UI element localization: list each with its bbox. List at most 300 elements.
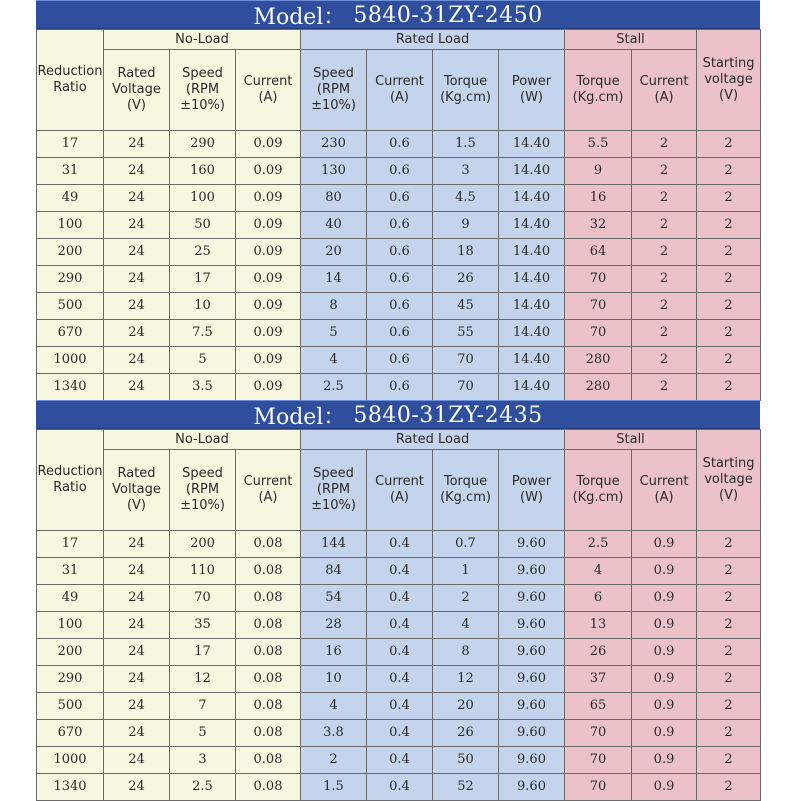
cell-stall-current: 2 xyxy=(632,158,697,185)
cell-rated-voltage: 24 xyxy=(104,747,170,774)
header-noload-col-label: Speed (RPM ±10%) xyxy=(180,66,225,113)
cell-rated-power: 9.60 xyxy=(499,774,565,801)
cell-rated-torque: 70 xyxy=(433,374,499,401)
cell-rated-torque: 4 xyxy=(433,612,499,639)
header-rated-col xyxy=(499,450,565,531)
cell-rated-current: 0.4 xyxy=(367,612,433,639)
cell-reduction-ratio: 49 xyxy=(37,585,104,612)
cell-rated-power: 14.40 xyxy=(499,185,565,212)
header-group-rated xyxy=(301,30,565,50)
header-noload-col-label: Rated Voltage (V) xyxy=(112,66,161,113)
table-row xyxy=(37,131,761,158)
table-row xyxy=(37,320,761,347)
cell-noload-speed: 7 xyxy=(170,693,236,720)
cell-rated-torque: 20 xyxy=(433,693,499,720)
cell-noload-speed: 160 xyxy=(170,158,236,185)
cell-rated-power: 9.60 xyxy=(499,666,565,693)
cell-stall-current: 0.9 xyxy=(632,612,697,639)
model-prefix: Model： xyxy=(253,5,346,30)
header-rated-col-label: Torque (Kg.cm) xyxy=(440,74,491,105)
cell-starting-voltage: 2 xyxy=(697,374,761,401)
cell-starting-voltage: 2 xyxy=(697,693,761,720)
cell-reduction-ratio: 1000 xyxy=(37,347,104,374)
cell-rated-speed: 54 xyxy=(301,585,367,612)
cell-noload-current: 0.08 xyxy=(236,774,301,801)
cell-noload-current: 0.09 xyxy=(236,320,301,347)
cell-rated-voltage: 24 xyxy=(104,239,170,266)
cell-rated-speed: 14 xyxy=(301,266,367,293)
cell-rated-voltage: 24 xyxy=(104,639,170,666)
header-group-rated xyxy=(301,430,565,450)
cell-starting-voltage: 2 xyxy=(697,666,761,693)
model-number: 5840-31ZY-2450 xyxy=(353,3,543,28)
cell-noload-current: 0.09 xyxy=(236,158,301,185)
cell-stall-torque: 70 xyxy=(565,320,632,347)
cell-noload-current: 0.09 xyxy=(236,266,301,293)
cell-noload-speed: 70 xyxy=(170,585,236,612)
header-rated-col xyxy=(433,450,499,531)
cell-rated-speed: 80 xyxy=(301,185,367,212)
header-noload-col xyxy=(170,450,236,531)
cell-reduction-ratio: 200 xyxy=(37,239,104,266)
header-noload-col-label: Rated Voltage (V) xyxy=(112,466,161,513)
cell-rated-voltage: 24 xyxy=(104,612,170,639)
model-table-1 xyxy=(0,0,800,400)
cell-rated-current: 0.6 xyxy=(367,212,433,239)
header-stall-col-label: Current (A) xyxy=(639,474,689,505)
cell-stall-torque: 70 xyxy=(565,720,632,747)
header-rated-col xyxy=(433,50,499,131)
cell-noload-current: 0.08 xyxy=(236,585,301,612)
cell-noload-speed: 12 xyxy=(170,666,236,693)
cell-rated-speed: 28 xyxy=(301,612,367,639)
cell-rated-power: 14.40 xyxy=(499,131,565,158)
cell-rated-current: 0.4 xyxy=(367,720,433,747)
cell-stall-torque: 4 xyxy=(565,558,632,585)
header-group-rated-label: Rated Load xyxy=(395,31,470,47)
cell-starting-voltage: 2 xyxy=(697,158,761,185)
cell-rated-speed: 144 xyxy=(301,531,367,558)
cell-rated-voltage: 24 xyxy=(104,131,170,158)
cell-reduction-ratio: 290 xyxy=(37,266,104,293)
cell-starting-voltage: 2 xyxy=(697,320,761,347)
cell-rated-voltage: 24 xyxy=(104,666,170,693)
cell-stall-torque: 13 xyxy=(565,612,632,639)
cell-rated-torque: 26 xyxy=(433,720,499,747)
table-row xyxy=(37,666,761,693)
header-stall-col xyxy=(565,50,632,131)
cell-rated-current: 0.4 xyxy=(367,558,433,585)
cell-rated-current: 0.4 xyxy=(367,531,433,558)
cell-rated-power: 14.40 xyxy=(499,212,565,239)
cell-noload-current: 0.08 xyxy=(236,639,301,666)
cell-rated-power: 9.60 xyxy=(499,693,565,720)
header-group-stall xyxy=(565,430,697,450)
cell-rated-torque: 18 xyxy=(433,239,499,266)
model-number: 5840-31ZY-2435 xyxy=(353,403,543,428)
cell-noload-speed: 290 xyxy=(170,131,236,158)
cell-stall-torque: 9 xyxy=(565,158,632,185)
header-reduction-ratio-label: Reduction Ratio xyxy=(37,464,103,495)
cell-rated-voltage: 24 xyxy=(104,531,170,558)
header-noload-col-label: Current (A) xyxy=(243,474,293,505)
cell-stall-current: 2 xyxy=(632,266,697,293)
cell-noload-speed: 17 xyxy=(170,266,236,293)
cell-rated-speed: 4 xyxy=(301,693,367,720)
cell-rated-speed: 130 xyxy=(301,158,367,185)
cell-rated-voltage: 24 xyxy=(104,585,170,612)
table-row xyxy=(37,266,761,293)
cell-rated-current: 0.4 xyxy=(367,639,433,666)
table-row xyxy=(37,158,761,185)
cell-rated-torque: 1 xyxy=(433,558,499,585)
cell-reduction-ratio: 1000 xyxy=(37,747,104,774)
table-row xyxy=(37,558,761,585)
cell-stall-current: 0.9 xyxy=(632,558,697,585)
table-row xyxy=(37,239,761,266)
cell-rated-current: 0.4 xyxy=(367,747,433,774)
cell-rated-torque: 50 xyxy=(433,747,499,774)
cell-stall-current: 0.9 xyxy=(632,693,697,720)
cell-rated-current: 0.4 xyxy=(367,693,433,720)
cell-starting-voltage: 2 xyxy=(697,747,761,774)
cell-rated-torque: 12 xyxy=(433,666,499,693)
table-row xyxy=(37,612,761,639)
cell-reduction-ratio: 200 xyxy=(37,639,104,666)
cell-rated-voltage: 24 xyxy=(104,774,170,801)
cell-noload-current: 0.08 xyxy=(236,612,301,639)
cell-stall-torque: 5.5 xyxy=(565,131,632,158)
cell-stall-current: 2 xyxy=(632,185,697,212)
header-stall-col-label: Torque (Kg.cm) xyxy=(572,74,624,105)
cell-stall-current: 0.9 xyxy=(632,666,697,693)
cell-starting-voltage: 2 xyxy=(697,131,761,158)
header-reduction-ratio-label: Reduction Ratio xyxy=(37,64,103,95)
header-noload-col xyxy=(170,50,236,131)
header-starting-voltage xyxy=(697,430,761,531)
header-rated-col xyxy=(367,450,433,531)
cell-noload-speed: 110 xyxy=(170,558,236,585)
cell-rated-torque: 52 xyxy=(433,774,499,801)
cell-stall-current: 2 xyxy=(632,374,697,401)
cell-noload-current: 0.09 xyxy=(236,347,301,374)
cell-reduction-ratio: 31 xyxy=(37,558,104,585)
cell-stall-torque: 280 xyxy=(565,374,632,401)
header-rated-col-label: Speed (RPM ±10%) xyxy=(311,66,356,113)
cell-rated-power: 14.40 xyxy=(499,347,565,374)
cell-rated-torque: 55 xyxy=(433,320,499,347)
cell-rated-voltage: 24 xyxy=(104,293,170,320)
table-row xyxy=(37,347,761,374)
cell-rated-speed: 2 xyxy=(301,747,367,774)
cell-rated-speed: 4 xyxy=(301,347,367,374)
header-group-stall xyxy=(565,30,697,50)
header-starting-voltage-label: Starting voltage (V) xyxy=(702,456,755,503)
cell-rated-speed: 10 xyxy=(301,666,367,693)
cell-starting-voltage: 2 xyxy=(697,239,761,266)
header-noload-col xyxy=(236,50,301,131)
cell-stall-torque: 70 xyxy=(565,774,632,801)
header-stall-col-label: Torque (Kg.cm) xyxy=(572,474,624,505)
cell-rated-voltage: 24 xyxy=(104,720,170,747)
cell-noload-current: 0.09 xyxy=(236,374,301,401)
cell-noload-speed: 3 xyxy=(170,747,236,774)
cell-stall-current: 2 xyxy=(632,347,697,374)
cell-starting-voltage: 2 xyxy=(697,347,761,374)
cell-rated-voltage: 24 xyxy=(104,158,170,185)
cell-rated-speed: 20 xyxy=(301,239,367,266)
header-rated-col-label: Power (W) xyxy=(511,474,552,505)
cell-rated-speed: 230 xyxy=(301,131,367,158)
table-row xyxy=(37,185,761,212)
cell-reduction-ratio: 17 xyxy=(37,131,104,158)
cell-reduction-ratio: 100 xyxy=(37,212,104,239)
cell-starting-voltage: 2 xyxy=(697,639,761,666)
cell-stall-torque: 26 xyxy=(565,639,632,666)
cell-noload-speed: 50 xyxy=(170,212,236,239)
cell-noload-current: 0.08 xyxy=(236,747,301,774)
cell-rated-voltage: 24 xyxy=(104,212,170,239)
header-noload-col xyxy=(104,450,170,531)
cell-rated-current: 0.6 xyxy=(367,293,433,320)
cell-noload-speed: 5 xyxy=(170,720,236,747)
cell-rated-power: 9.60 xyxy=(499,747,565,774)
cell-noload-current: 0.09 xyxy=(236,185,301,212)
cell-rated-current: 0.6 xyxy=(367,185,433,212)
header-group-rated-label: Rated Load xyxy=(395,431,470,447)
cell-reduction-ratio: 290 xyxy=(37,666,104,693)
cell-noload-current: 0.09 xyxy=(236,131,301,158)
table-row xyxy=(37,639,761,666)
cell-stall-current: 2 xyxy=(632,131,697,158)
cell-noload-current: 0.08 xyxy=(236,531,301,558)
cell-reduction-ratio: 670 xyxy=(37,720,104,747)
header-stall-col xyxy=(632,450,697,531)
cell-noload-current: 0.09 xyxy=(236,212,301,239)
cell-rated-current: 0.6 xyxy=(367,158,433,185)
cell-stall-torque: 70 xyxy=(565,293,632,320)
cell-rated-speed: 40 xyxy=(301,212,367,239)
cell-stall-current: 2 xyxy=(632,239,697,266)
cell-rated-voltage: 24 xyxy=(104,320,170,347)
header-noload-col xyxy=(104,50,170,131)
cell-stall-torque: 70 xyxy=(565,747,632,774)
header-group-noload-label: No-Load xyxy=(175,31,229,47)
cell-rated-speed: 5 xyxy=(301,320,367,347)
cell-rated-voltage: 24 xyxy=(104,266,170,293)
cell-rated-power: 14.40 xyxy=(499,320,565,347)
cell-noload-current: 0.08 xyxy=(236,558,301,585)
cell-rated-speed: 16 xyxy=(301,639,367,666)
model-title xyxy=(36,400,760,430)
cell-rated-torque: 1.5 xyxy=(433,131,499,158)
cell-stall-torque: 37 xyxy=(565,666,632,693)
cell-rated-power: 9.60 xyxy=(499,558,565,585)
cell-reduction-ratio: 500 xyxy=(37,293,104,320)
spec-table xyxy=(36,29,761,401)
cell-stall-torque: 70 xyxy=(565,266,632,293)
cell-starting-voltage: 2 xyxy=(697,266,761,293)
header-rated-col-label: Speed (RPM ±10%) xyxy=(311,466,356,513)
cell-stall-current: 0.9 xyxy=(632,531,697,558)
cell-rated-current: 0.4 xyxy=(367,585,433,612)
header-rated-col xyxy=(301,50,367,131)
header-group-stall-label: Stall xyxy=(616,31,645,47)
cell-stall-torque: 2.5 xyxy=(565,531,632,558)
cell-rated-power: 9.60 xyxy=(499,531,565,558)
cell-stall-current: 2 xyxy=(632,320,697,347)
cell-rated-torque: 0.7 xyxy=(433,531,499,558)
cell-stall-torque: 280 xyxy=(565,347,632,374)
cell-noload-speed: 200 xyxy=(170,531,236,558)
model-prefix: Model： xyxy=(253,405,346,430)
cell-stall-torque: 64 xyxy=(565,239,632,266)
header-rated-col-label: Current (A) xyxy=(375,474,424,505)
cell-rated-current: 0.6 xyxy=(367,320,433,347)
cell-starting-voltage: 2 xyxy=(697,212,761,239)
cell-rated-torque: 26 xyxy=(433,266,499,293)
table-row xyxy=(37,531,761,558)
cell-noload-current: 0.08 xyxy=(236,666,301,693)
cell-noload-speed: 100 xyxy=(170,185,236,212)
table-row xyxy=(37,293,761,320)
header-rated-col-label: Torque (Kg.cm) xyxy=(440,474,491,505)
cell-noload-speed: 35 xyxy=(170,612,236,639)
cell-reduction-ratio: 500 xyxy=(37,693,104,720)
cell-noload-current: 0.08 xyxy=(236,693,301,720)
header-noload-col-label: Speed (RPM ±10%) xyxy=(180,466,225,513)
cell-stall-torque: 16 xyxy=(565,185,632,212)
cell-reduction-ratio: 1340 xyxy=(37,374,104,401)
cell-stall-torque: 6 xyxy=(565,585,632,612)
header-stall-col xyxy=(565,450,632,531)
table-row xyxy=(37,693,761,720)
cell-rated-current: 0.6 xyxy=(367,239,433,266)
cell-stall-current: 0.9 xyxy=(632,774,697,801)
spec-table xyxy=(36,429,761,801)
cell-rated-torque: 4.5 xyxy=(433,185,499,212)
cell-noload-speed: 3.5 xyxy=(170,374,236,401)
cell-rated-power: 9.60 xyxy=(499,720,565,747)
cell-rated-torque: 9 xyxy=(433,212,499,239)
cell-stall-current: 0.9 xyxy=(632,747,697,774)
cell-starting-voltage: 2 xyxy=(697,585,761,612)
cell-stall-torque: 65 xyxy=(565,693,632,720)
cell-stall-current: 2 xyxy=(632,212,697,239)
cell-rated-current: 0.6 xyxy=(367,347,433,374)
header-stall-col xyxy=(632,50,697,131)
table-row xyxy=(37,374,761,401)
header-starting-voltage-label: Starting voltage (V) xyxy=(702,56,755,103)
cell-rated-voltage: 24 xyxy=(104,185,170,212)
cell-rated-speed: 3.8 xyxy=(301,720,367,747)
cell-rated-power: 9.60 xyxy=(499,639,565,666)
header-group-noload xyxy=(104,430,301,450)
cell-rated-power: 9.60 xyxy=(499,585,565,612)
table-row xyxy=(37,720,761,747)
header-noload-col xyxy=(236,450,301,531)
cell-noload-speed: 2.5 xyxy=(170,774,236,801)
cell-noload-current: 0.08 xyxy=(236,720,301,747)
cell-noload-speed: 17 xyxy=(170,639,236,666)
cell-rated-power: 14.40 xyxy=(499,293,565,320)
header-reduction-ratio xyxy=(37,30,104,131)
header-group-stall-label: Stall xyxy=(616,431,645,447)
cell-starting-voltage: 2 xyxy=(697,185,761,212)
header-rated-col-label: Current (A) xyxy=(375,74,424,105)
cell-rated-power: 14.40 xyxy=(499,266,565,293)
cell-rated-torque: 70 xyxy=(433,347,499,374)
cell-rated-current: 0.4 xyxy=(367,666,433,693)
table-row xyxy=(37,774,761,801)
cell-rated-torque: 3 xyxy=(433,158,499,185)
cell-stall-current: 0.9 xyxy=(632,585,697,612)
cell-starting-voltage: 2 xyxy=(697,720,761,747)
cell-reduction-ratio: 31 xyxy=(37,158,104,185)
header-group-noload-label: No-Load xyxy=(175,431,229,447)
cell-rated-voltage: 24 xyxy=(104,374,170,401)
model-title xyxy=(36,0,760,30)
cell-reduction-ratio: 17 xyxy=(37,531,104,558)
cell-noload-current: 0.09 xyxy=(236,293,301,320)
cell-reduction-ratio: 49 xyxy=(37,185,104,212)
cell-rated-speed: 2.5 xyxy=(301,374,367,401)
header-rated-col xyxy=(301,450,367,531)
cell-rated-speed: 8 xyxy=(301,293,367,320)
cell-rated-torque: 45 xyxy=(433,293,499,320)
cell-stall-current: 0.9 xyxy=(632,639,697,666)
cell-rated-speed: 84 xyxy=(301,558,367,585)
cell-rated-current: 0.6 xyxy=(367,374,433,401)
cell-rated-power: 9.60 xyxy=(499,612,565,639)
cell-rated-current: 0.6 xyxy=(367,266,433,293)
cell-reduction-ratio: 1340 xyxy=(37,774,104,801)
cell-rated-voltage: 24 xyxy=(104,693,170,720)
cell-starting-voltage: 2 xyxy=(697,293,761,320)
cell-noload-speed: 10 xyxy=(170,293,236,320)
header-rated-col xyxy=(367,50,433,131)
table-row xyxy=(37,585,761,612)
cell-rated-power: 14.40 xyxy=(499,239,565,266)
cell-rated-torque: 2 xyxy=(433,585,499,612)
cell-noload-speed: 7.5 xyxy=(170,320,236,347)
cell-starting-voltage: 2 xyxy=(697,558,761,585)
cell-noload-speed: 5 xyxy=(170,347,236,374)
header-rated-col-label: Power (W) xyxy=(511,74,552,105)
header-stall-col-label: Current (A) xyxy=(639,74,689,105)
cell-rated-power: 14.40 xyxy=(499,374,565,401)
cell-rated-voltage: 24 xyxy=(104,558,170,585)
header-group-noload xyxy=(104,30,301,50)
cell-reduction-ratio: 100 xyxy=(37,612,104,639)
cell-stall-torque: 32 xyxy=(565,212,632,239)
cell-stall-current: 2 xyxy=(632,293,697,320)
header-rated-col xyxy=(499,50,565,131)
cell-starting-voltage: 2 xyxy=(697,612,761,639)
cell-starting-voltage: 2 xyxy=(697,774,761,801)
cell-noload-current: 0.09 xyxy=(236,239,301,266)
cell-rated-torque: 8 xyxy=(433,639,499,666)
cell-starting-voltage: 2 xyxy=(697,531,761,558)
cell-rated-speed: 1.5 xyxy=(301,774,367,801)
cell-rated-voltage: 24 xyxy=(104,347,170,374)
model-table-2 xyxy=(0,400,800,800)
cell-rated-current: 0.4 xyxy=(367,774,433,801)
header-reduction-ratio xyxy=(37,430,104,531)
table-row xyxy=(37,212,761,239)
cell-rated-current: 0.6 xyxy=(367,131,433,158)
cell-stall-current: 0.9 xyxy=(632,720,697,747)
